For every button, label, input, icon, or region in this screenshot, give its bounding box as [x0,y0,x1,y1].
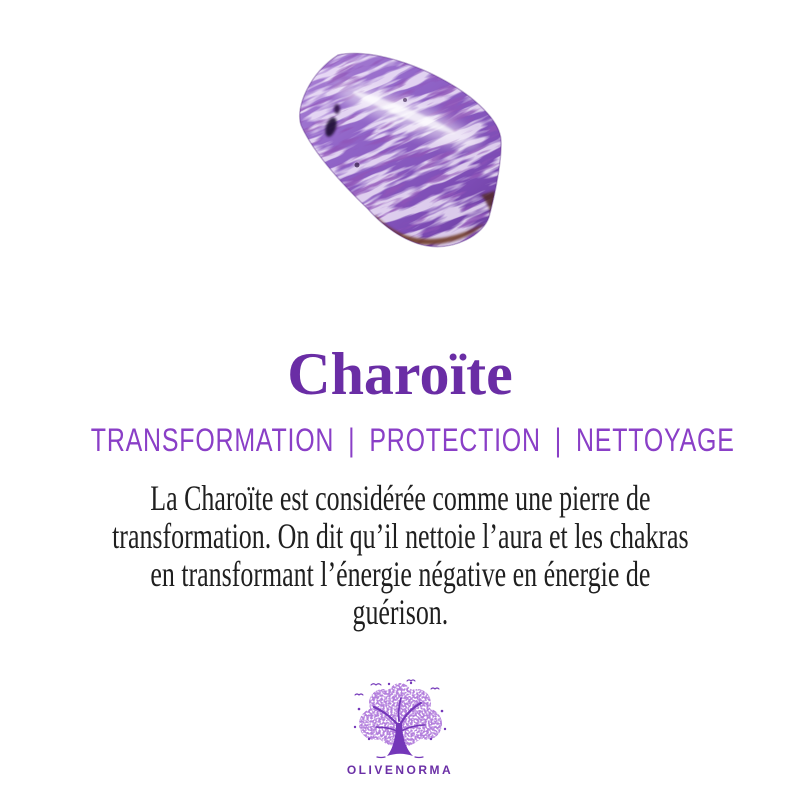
bird-icon [355,694,363,695]
keywords-subtitle [0,419,800,461]
description-line: guérison. [352,592,449,632]
bird-icon [431,688,439,689]
charoite-stone-graphic [285,45,530,260]
bird-icon [407,680,415,681]
page-title: Charoïte [287,341,513,407]
stone-description [0,479,800,631]
charoite-stone-image [285,45,530,260]
description-line: La Charoïte est considérée comme une pierre de [150,478,651,518]
olivenorma-logo [345,679,455,759]
description-line: en transformant l’énergie négative en énergie de [150,554,651,594]
bird-icon [371,684,381,685]
tree-of-life-icon [345,679,455,759]
brand-name: OLIVENORMA [346,763,454,777]
keywords-text: TRANSFORMATION | PROTECTION | NETTOYAGE [90,422,735,458]
description-line: transformation. On dit qu’il nettoie l’aura et les chakras [112,516,689,556]
